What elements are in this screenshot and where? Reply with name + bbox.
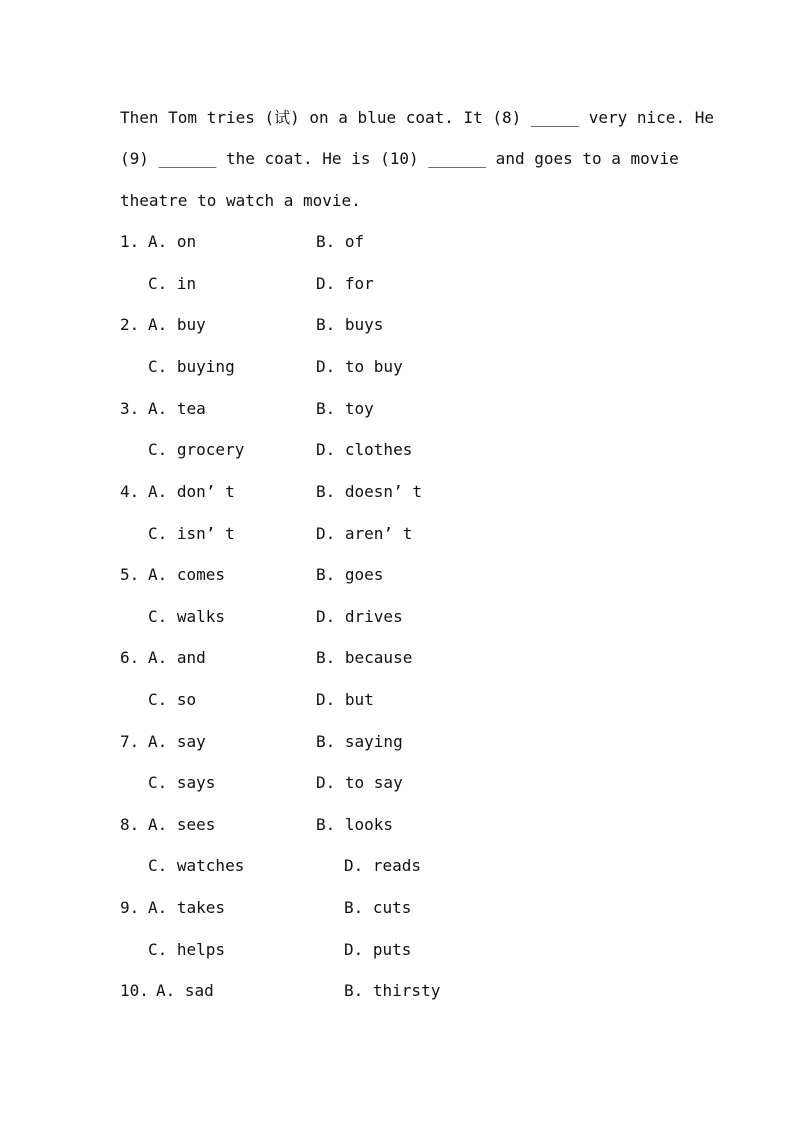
option-b: B. looks: [316, 815, 394, 834]
question-1-row-ab: [0, 231, 794, 253]
option-c: C. grocery: [148, 440, 245, 459]
question-number: 9.: [120, 898, 140, 917]
option-c: C. so: [148, 690, 197, 709]
option-c: C. watches: [148, 856, 245, 875]
question-7-row-ab: [0, 731, 794, 753]
question-number: 7.: [120, 732, 140, 751]
option-d: D. puts: [344, 940, 412, 959]
option-a: A. and: [148, 648, 206, 667]
question-5-row-cd: [0, 606, 794, 628]
option-d: D. but: [316, 690, 374, 709]
option-d: D. drives: [316, 607, 403, 626]
option-b: B. because: [316, 648, 413, 667]
question-4-row-cd: [0, 523, 794, 545]
option-c: C. helps: [148, 940, 226, 959]
option-a: A. buy: [148, 315, 206, 334]
option-a: A. don’ t: [148, 482, 235, 501]
option-a: A. on: [148, 232, 197, 251]
question-9-row-ab: [0, 897, 794, 919]
option-c: C. walks: [148, 607, 226, 626]
option-a: A. tea: [148, 399, 206, 418]
option-d: D. to say: [316, 773, 403, 792]
option-d: D. for: [316, 274, 374, 293]
option-a: A. takes: [148, 898, 226, 917]
question-number: 6.: [120, 648, 140, 667]
option-c: C. buying: [148, 357, 235, 376]
question-8-row-cd: [0, 855, 794, 877]
passage-line-3: theatre to watch a movie.: [120, 191, 361, 210]
option-b: B. goes: [316, 565, 384, 584]
question-9-row-cd: [0, 939, 794, 961]
option-c: C. isn’ t: [148, 524, 235, 543]
question-2-row-ab: [0, 314, 794, 336]
option-b: B. thirsty: [344, 981, 441, 1000]
option-d: D. reads: [344, 856, 422, 875]
question-6-row-cd: [0, 689, 794, 711]
option-b: B. doesn’ t: [316, 482, 422, 501]
question-4-row-ab: [0, 481, 794, 503]
option-a: A. sees: [148, 815, 216, 834]
option-a: A. say: [148, 732, 206, 751]
option-d: D. clothes: [316, 440, 413, 459]
option-d: D. to buy: [316, 357, 403, 376]
question-number: 4.: [120, 482, 140, 501]
option-b: B. saying: [316, 732, 403, 751]
option-b: B. buys: [316, 315, 384, 334]
question-6-row-ab: [0, 647, 794, 669]
question-10-row-ab: [0, 980, 794, 1002]
option-c: C. says: [148, 773, 216, 792]
question-3-row-cd: [0, 439, 794, 461]
question-3-row-ab: [0, 398, 794, 420]
option-b: B. of: [316, 232, 365, 251]
question-number: 1.: [120, 232, 140, 251]
question-8-row-ab: [0, 814, 794, 836]
passage-line-2: (9) ______ the coat. He is (10) ______ and goes to a movie: [120, 149, 679, 168]
question-number: 3.: [120, 399, 140, 418]
option-a: A. comes: [148, 565, 226, 584]
option-d: D. aren’ t: [316, 524, 413, 543]
option-b: B. cuts: [344, 898, 412, 917]
option-c: C. in: [148, 274, 197, 293]
option-a: A. sad: [156, 981, 214, 1000]
question-2-row-cd: [0, 356, 794, 378]
question-number: 10.: [120, 981, 149, 1000]
option-b: B. toy: [316, 399, 374, 418]
passage-line-1: Then Tom tries (试) on a blue coat. It (8) _____ very nice. He: [120, 108, 714, 127]
question-7-row-cd: [0, 772, 794, 794]
question-number: 5.: [120, 565, 140, 584]
question-1-row-cd: [0, 273, 794, 295]
question-number: 2.: [120, 315, 140, 334]
question-number: 8.: [120, 815, 140, 834]
question-5-row-ab: [0, 564, 794, 586]
